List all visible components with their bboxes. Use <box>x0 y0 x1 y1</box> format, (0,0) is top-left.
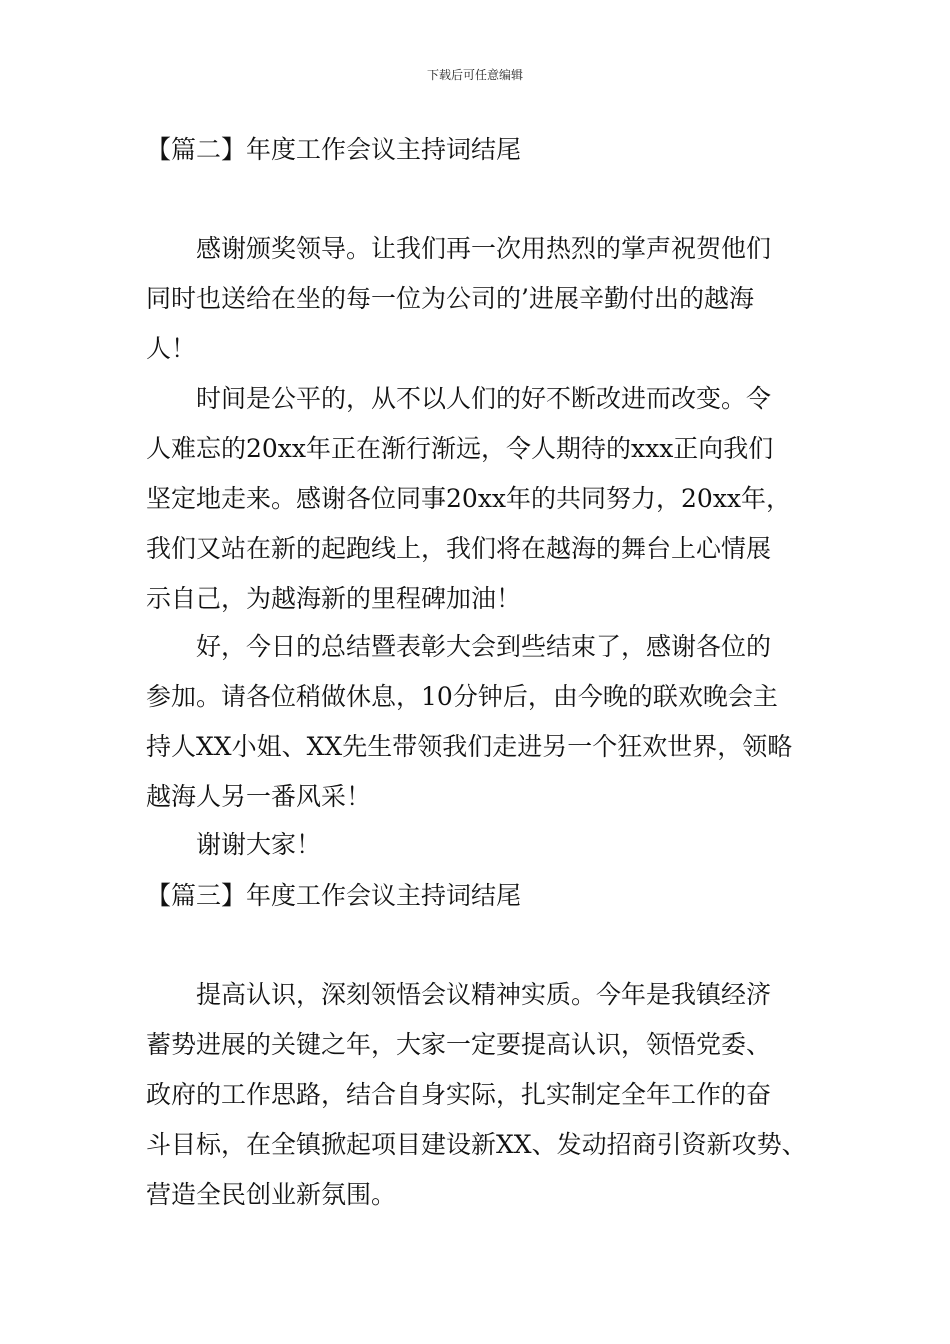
text-line: 谢谢大家！ <box>196 830 322 859</box>
text-line: 蓄势进展的关键之年，大家一定要提高认识，领悟党委、 <box>146 1030 772 1059</box>
section2-paragraph-2 <box>146 374 826 624</box>
section3-title: 【篇三】年度工作会议主持词结尾 <box>146 881 522 910</box>
text-line: 我们又站在新的起跑线上，我们将在越海的舞台上心情展 <box>146 534 772 563</box>
text-line: 同时也送给在坐的每一位为公司的’进展辛勤付出的越海 <box>146 284 754 313</box>
section2-paragraph-4 <box>146 820 826 870</box>
section2-title: 【篇二】年度工作会议主持词结尾 <box>146 135 522 164</box>
text-line: 参加。请各位稍做休息，10分钟后，由今晚的联欢晚会主 <box>146 682 778 711</box>
text-line: 持人XX小姐、XX先生带领我们走进另一个狂欢世界，领略 <box>146 732 793 761</box>
section3-paragraph-1 <box>146 970 826 1220</box>
text-line: 政府的工作思路，结合自身实际，扎实制定全年工作的奋 <box>146 1080 772 1109</box>
text-line: 人难忘的20xx年正在渐行渐远，令人期待的xxx正向我们 <box>146 434 774 463</box>
section2-paragraph-3 <box>146 622 826 822</box>
text-line: 营造全民创业新氛围。 <box>146 1180 397 1209</box>
section2-paragraph-1 <box>146 224 826 374</box>
text-line: 时间是公平的，从不以人们的好不断改进而改变。令 <box>196 384 772 413</box>
page-header-note: 下载后可任意编辑 <box>426 68 523 82</box>
text-line: 坚定地走来。感谢各位同事20xx年的共同努力，20xx年， <box>146 484 792 513</box>
text-line: 斗目标，在全镇掀起项目建设新XX、发动招商引资新攻势、 <box>146 1130 807 1159</box>
text-line: 越海人另一番风采！ <box>146 782 372 811</box>
text-line: 人！ <box>146 334 197 363</box>
text-line: 示自己，为越海新的里程碑加油！ <box>146 584 522 613</box>
text-line: 提高认识，深刻领悟会议精神实质。今年是我镇经济 <box>196 980 772 1009</box>
text-line: 好，今日的总结暨表彰大会到些结束了，感谢各位的 <box>196 632 772 661</box>
text-line: 感谢颁奖领导。让我们再一次用热烈的掌声祝贺他们 <box>196 234 772 263</box>
